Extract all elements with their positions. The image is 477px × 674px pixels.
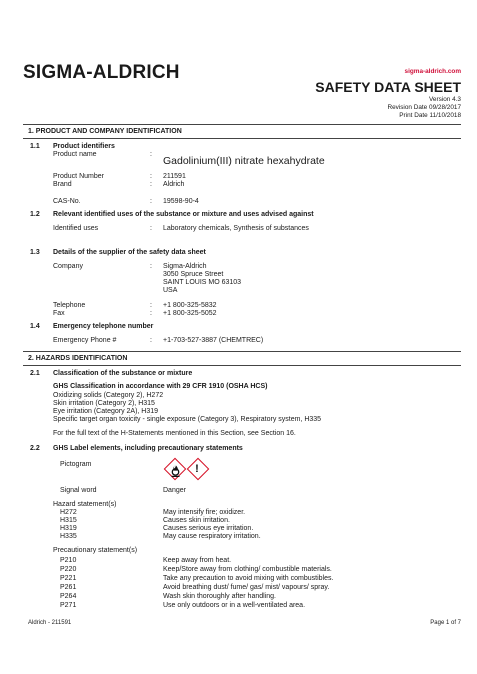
- footer-product-ref: Aldrich - 211591: [28, 620, 72, 626]
- subsection-number: 1.4: [30, 323, 40, 330]
- field-label: Telephone: [53, 302, 86, 309]
- field-label: CAS-No.: [53, 198, 81, 205]
- classification-line: Eye irritation (Category 2A), H319: [53, 408, 159, 415]
- precaution-code: P210: [60, 557, 77, 564]
- signal-word-value: Danger: [163, 487, 186, 494]
- classification-line: Specific target organ toxicity - single exposure (Category 3), Respiratory system, H335: [53, 416, 322, 423]
- field-colon: :: [150, 181, 152, 188]
- field-colon: :: [150, 310, 152, 317]
- subsection-number: 2.1: [30, 370, 40, 377]
- subsection-heading: GHS Label elements, including precautionary statements: [53, 445, 243, 452]
- product-name: Gadolinium(III) nitrate hexahydrate: [163, 155, 325, 167]
- website-link[interactable]: sigma-aldrich.com: [404, 68, 461, 75]
- company-line: USA: [163, 287, 178, 294]
- subsection-number: 1.2: [30, 211, 40, 218]
- company-line: Sigma-Aldrich: [163, 263, 207, 270]
- identified-uses: Laboratory chemicals, Synthesis of substances: [163, 225, 309, 232]
- field-label: Company: [53, 263, 83, 270]
- hazard-text: Causes serious eye irritation.: [163, 525, 254, 532]
- section-divider: [23, 351, 461, 352]
- classification-line: Skin irritation (Category 2), H315: [53, 400, 155, 407]
- subsection-heading: Details of the supplier of the safety data sheet: [53, 249, 206, 256]
- precaution-text: Keep away from heat.: [163, 557, 232, 564]
- precaution-code: P221: [60, 575, 77, 582]
- field-colon: :: [150, 225, 152, 232]
- version-text: Version 4.3: [429, 96, 461, 103]
- precaution-code: P271: [60, 602, 77, 609]
- telephone-value: +1 800-325-5832: [163, 302, 217, 309]
- field-colon: :: [150, 198, 152, 205]
- flame-over-circle-glyph: [165, 459, 186, 480]
- pictogram-label: Pictogram: [60, 461, 92, 468]
- subsection-number: 1.3: [30, 249, 40, 256]
- field-label: Identified uses: [53, 225, 99, 232]
- precaution-code: P220: [60, 566, 77, 573]
- hazard-text: Causes skin irritation.: [163, 517, 230, 524]
- field-label: Product name: [53, 151, 97, 158]
- signal-word-label: Signal word: [60, 487, 97, 494]
- precautionary-statements-heading: Precautionary statement(s): [53, 547, 138, 554]
- hazard-code: H319: [60, 525, 77, 532]
- section-divider: [23, 365, 461, 366]
- field-colon: :: [150, 263, 152, 270]
- field-colon: :: [150, 173, 152, 180]
- hazard-code: H315: [60, 517, 77, 524]
- section-divider: [23, 138, 461, 139]
- ghs-classification-heading: GHS Classification in accordance with 29 CFR 1910 (OSHA HCS): [53, 383, 268, 390]
- cas-number: 19598-90-4: [163, 198, 199, 205]
- brand-logo: SIGMA-ALDRICH: [23, 62, 180, 83]
- product-number: 211591: [163, 173, 186, 180]
- field-label: Emergency Phone #: [53, 337, 117, 344]
- subsection-heading: Emergency telephone number: [53, 323, 154, 330]
- precaution-code: P264: [60, 593, 77, 600]
- subsection-heading: Relevant identified uses of the substance or mixture and uses advised against: [53, 211, 314, 218]
- field-label: Product Number: [53, 173, 104, 180]
- subsection-heading: Product identifiers: [53, 143, 115, 150]
- hazard-code: H335: [60, 533, 77, 540]
- section-divider: [23, 124, 461, 125]
- section-1-title: 1. PRODUCT AND COMPANY IDENTIFICATION: [28, 128, 182, 135]
- precaution-text: Avoid breathing dust/ fume/ gas/ mist/ vapours/ spray.: [163, 584, 330, 591]
- exclamation-mark-glyph: !: [195, 463, 199, 475]
- h-statement-note: For the full text of the H-Statements mentioned in this Section, see Section 16.: [53, 430, 296, 437]
- precaution-text: Use only outdoors or in a well-ventilated area.: [163, 602, 306, 609]
- field-label: Fax: [53, 310, 65, 317]
- field-colon: :: [150, 337, 152, 344]
- precaution-text: Keep/Store away from clothing/ combustible materials.: [163, 566, 332, 573]
- precaution-text: Take any precaution to avoid mixing with combustibles.: [163, 575, 334, 582]
- brand-value: Aldrich: [163, 181, 185, 188]
- field-label: Brand: [53, 181, 72, 188]
- hazard-text: May cause respiratory irritation.: [163, 533, 261, 540]
- emergency-phone: +1-703-527-3887 (CHEMTREC): [163, 337, 264, 344]
- revision-date: Revision Date 09/28/2017: [387, 104, 461, 111]
- precaution-text: Wash skin thoroughly after handling.: [163, 593, 276, 600]
- subsection-number: 1.1: [30, 143, 40, 150]
- page-number: Page 1 of 7: [430, 620, 461, 626]
- classification-line: Oxidizing solids (Category 2), H272: [53, 392, 164, 399]
- field-colon: :: [150, 151, 152, 158]
- hazard-text: May intensify fire; oxidizer.: [163, 509, 246, 516]
- hazard-statements-heading: Hazard statement(s): [53, 501, 117, 508]
- subsection-heading: Classification of the substance or mixture: [53, 370, 193, 377]
- fax-value: +1 800-325-5052: [163, 310, 217, 317]
- field-colon: :: [150, 302, 152, 309]
- subsection-number: 2.2: [30, 445, 40, 452]
- hazard-code: H272: [60, 509, 77, 516]
- precaution-code: P261: [60, 584, 77, 591]
- company-line: 3050 Spruce Street: [163, 271, 224, 278]
- document-title: SAFETY DATA SHEET: [315, 79, 461, 95]
- section-2-title: 2. HAZARDS IDENTIFICATION: [28, 355, 128, 362]
- print-date: Print Date 11/10/2018: [399, 112, 461, 119]
- company-line: SAINT LOUIS MO 63103: [163, 279, 242, 286]
